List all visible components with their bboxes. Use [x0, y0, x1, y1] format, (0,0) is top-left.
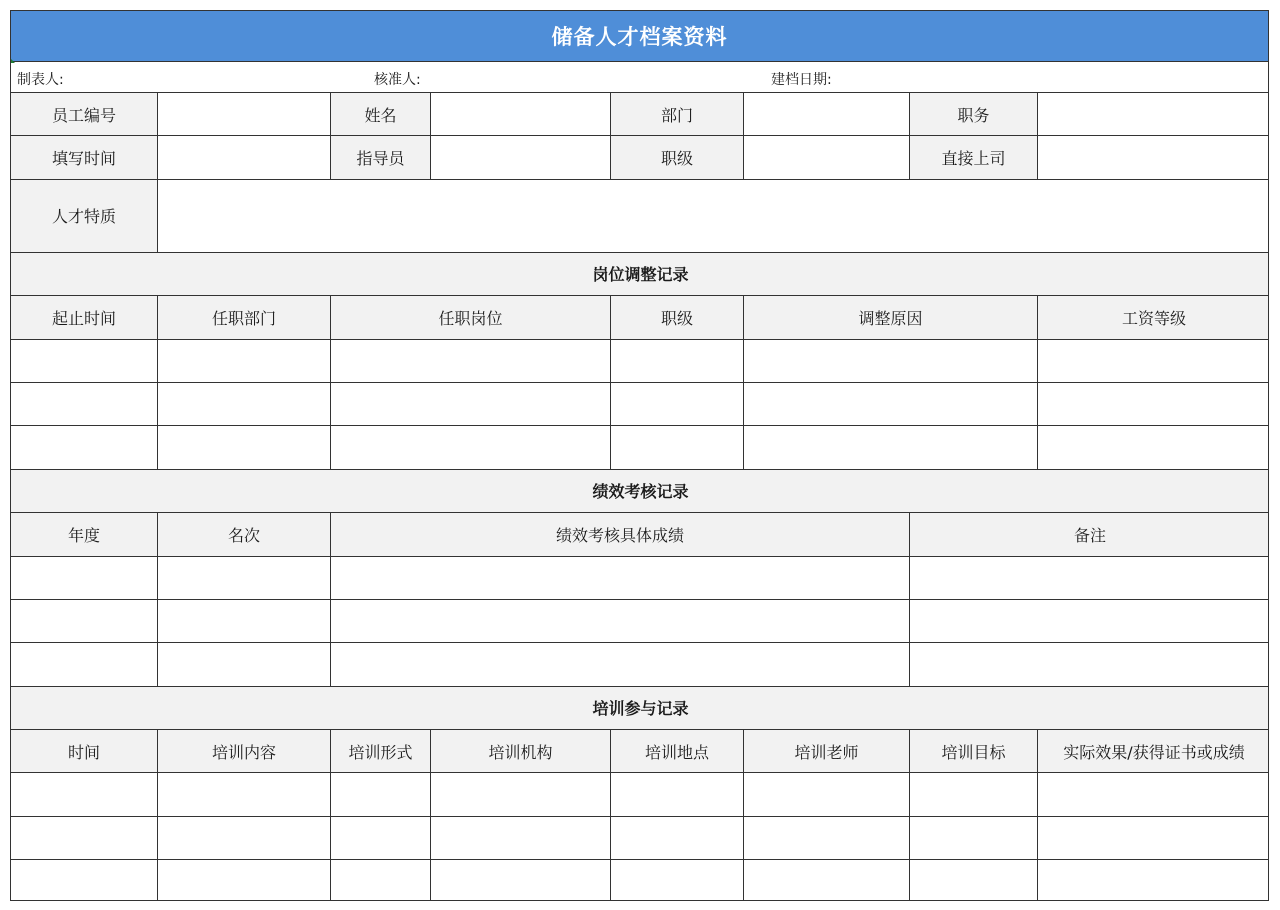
table-cell[interactable] [1038, 339, 1270, 382]
table-cell[interactable] [158, 816, 331, 859]
table-cell[interactable] [331, 382, 611, 425]
form-table [10, 92, 1269, 901]
job-adjust-row [11, 382, 1270, 425]
job-adjust-header: 任职部门 [158, 296, 331, 339]
table-cell[interactable] [158, 860, 331, 901]
table-cell[interactable] [1038, 382, 1270, 425]
table-cell[interactable] [744, 773, 910, 816]
table-cell[interactable] [744, 426, 1038, 469]
training-section-title: 培训参与记录 [11, 686, 1270, 729]
training-header: 时间 [11, 730, 158, 773]
performance-row [11, 556, 1270, 599]
job-adjust-header-row [11, 296, 1270, 339]
job-adjust-header: 调整原因 [744, 296, 1038, 339]
table-cell[interactable] [331, 643, 910, 686]
department-cell[interactable] [744, 93, 910, 136]
table-cell[interactable] [331, 426, 611, 469]
training-header: 培训地点 [611, 730, 744, 773]
training-row [11, 860, 1270, 901]
performance-row [11, 643, 1270, 686]
supervisor-label: 直接上司 [910, 136, 1038, 179]
training-header: 培训机构 [431, 730, 611, 773]
training-section-row [11, 686, 1270, 729]
performance-header-row [11, 513, 1270, 556]
table-cell[interactable] [11, 860, 158, 901]
table-cell[interactable] [11, 382, 158, 425]
job-adjust-section-row [11, 252, 1270, 295]
employee-id-cell[interactable] [158, 93, 331, 136]
training-header-row [11, 730, 1270, 773]
title-bar [11, 11, 1268, 62]
table-cell[interactable] [11, 339, 158, 382]
table-cell[interactable] [1038, 816, 1270, 859]
table-cell[interactable] [611, 860, 744, 901]
fill-time-label: 填写时间 [11, 136, 158, 179]
table-cell[interactable] [611, 816, 744, 859]
table-cell[interactable] [611, 773, 744, 816]
meta-row [11, 62, 1268, 92]
approver-label: 核准人: [374, 72, 421, 88]
table-cell[interactable] [744, 860, 910, 901]
spreadsheet-form [10, 10, 1269, 901]
table-cell[interactable] [158, 382, 331, 425]
table-cell[interactable] [744, 816, 910, 859]
table-cell[interactable] [11, 556, 158, 599]
training-row [11, 773, 1270, 816]
table-cell[interactable] [158, 426, 331, 469]
rank-cell[interactable] [744, 136, 910, 179]
table-cell[interactable] [744, 339, 1038, 382]
basic-row-2 [11, 136, 1270, 179]
table-cell[interactable] [431, 773, 611, 816]
table-cell[interactable] [11, 426, 158, 469]
job-adjust-header: 职级 [611, 296, 744, 339]
performance-section-row [11, 469, 1270, 512]
table-cell[interactable] [11, 816, 158, 859]
training-header: 培训内容 [158, 730, 331, 773]
training-header: 培训目标 [910, 730, 1038, 773]
table-cell[interactable] [910, 816, 1038, 859]
training-row [11, 816, 1270, 859]
table-cell[interactable] [431, 860, 611, 901]
fill-time-cell[interactable] [158, 136, 331, 179]
supervisor-cell[interactable] [1038, 136, 1270, 179]
job-adjust-header: 工资等级 [1038, 296, 1270, 339]
department-label: 部门 [611, 93, 744, 136]
table-cell[interactable] [611, 426, 744, 469]
rank-label: 职级 [611, 136, 744, 179]
page-title: 储备人才档案资料 [551, 25, 728, 49]
table-cell[interactable] [331, 599, 910, 642]
talent-traits-row [11, 179, 1270, 252]
table-cell[interactable] [331, 556, 910, 599]
performance-header: 绩效考核具体成绩 [331, 513, 910, 556]
table-cell[interactable] [910, 860, 1038, 901]
performance-header: 备注 [910, 513, 1270, 556]
table-cell[interactable] [11, 599, 158, 642]
table-cell[interactable] [910, 773, 1038, 816]
employee-id-label: 员工编号 [11, 93, 158, 136]
table-cell[interactable] [910, 643, 1270, 686]
position-label: 职务 [910, 93, 1038, 136]
performance-section-title: 绩效考核记录 [11, 469, 1270, 512]
job-adjust-header: 任职岗位 [331, 296, 611, 339]
table-cell[interactable] [331, 339, 611, 382]
table-cell[interactable] [910, 599, 1270, 642]
performance-header: 名次 [158, 513, 331, 556]
job-adjust-row [11, 426, 1270, 469]
name-label: 姓名 [331, 93, 431, 136]
basic-row-1 [11, 93, 1270, 136]
table-cell[interactable] [331, 773, 431, 816]
table-cell[interactable] [611, 339, 744, 382]
table-cell[interactable] [611, 382, 744, 425]
table-cell[interactable] [910, 556, 1270, 599]
table-cell[interactable] [1038, 426, 1270, 469]
performance-row [11, 599, 1270, 642]
table-cell[interactable] [1038, 860, 1270, 901]
training-header: 培训老师 [744, 730, 910, 773]
mentor-label: 指导员 [331, 136, 431, 179]
table-cell[interactable] [331, 860, 431, 901]
table-cell[interactable] [331, 816, 431, 859]
job-adjust-row [11, 339, 1270, 382]
training-header: 实际效果/获得证书或成绩 [1038, 730, 1270, 773]
table-cell[interactable] [158, 773, 331, 816]
date-label: 建档日期: [771, 72, 832, 88]
table-cell[interactable] [1038, 773, 1270, 816]
position-cell[interactable] [1038, 93, 1270, 136]
table-cell[interactable] [158, 339, 331, 382]
talent-traits-label: 人才特质 [11, 179, 158, 252]
training-header: 培训形式 [331, 730, 431, 773]
creator-label: 制表人: [17, 72, 64, 88]
name-cell[interactable] [431, 93, 611, 136]
table-cell[interactable] [158, 599, 331, 642]
table-cell[interactable] [158, 643, 331, 686]
table-cell[interactable] [431, 816, 611, 859]
job-adjust-section-title: 岗位调整记录 [11, 252, 1270, 295]
table-cell[interactable] [158, 556, 331, 599]
talent-traits-cell[interactable] [158, 179, 1270, 252]
mentor-cell[interactable] [431, 136, 611, 179]
table-cell[interactable] [11, 643, 158, 686]
table-cell[interactable] [744, 382, 1038, 425]
table-cell[interactable] [11, 773, 158, 816]
job-adjust-header: 起止时间 [11, 296, 158, 339]
performance-header: 年度 [11, 513, 158, 556]
